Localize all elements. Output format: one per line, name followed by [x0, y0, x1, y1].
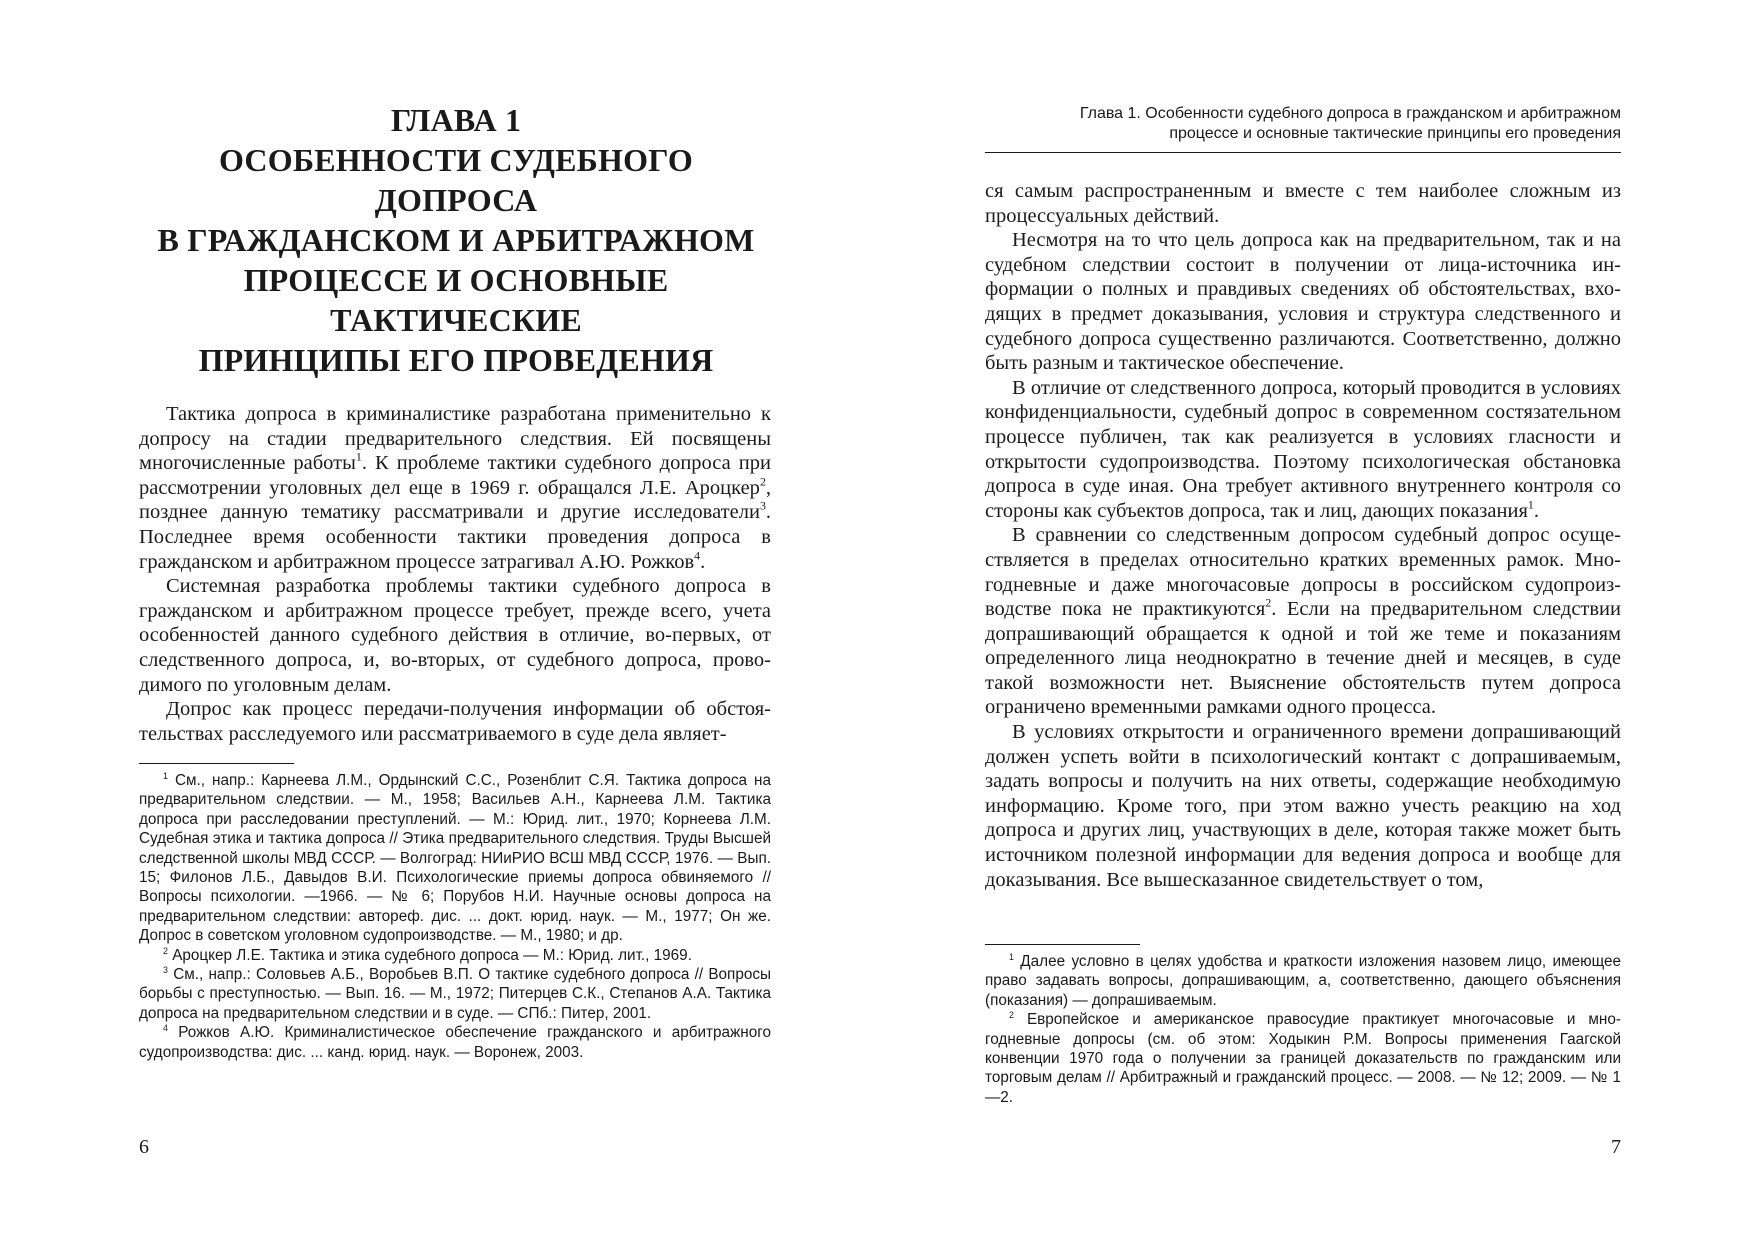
footnote: $^1$ Далее условно в целях удобства и краткости изложения назовем лицо, имеющее право задавать вопросы, допрашивающим, а, соответственно, дающего объяснения (показания) — допрашиваемым.	[985, 951, 1622, 1009]
paragraph: Тактика допроса в криминалистике разработана применительно к допросу на стадии предварительного следствия. Ей посвящены многочисленные работы$^1$. К проблеме тактики судебного допроса при рассмотрении уголовных дел еще в 1969 г. обращался Л.Е. Арoцкер$^2$, позднее данную тематику рассматривали и другие исследователи$^3$. Последнее время особенности тактики проведения допроса в гражданском и арбитражном процессе затрагивал А.Ю. Рожков$^4$.	[139, 403, 771, 573]
footnote-ref[interactable]: 2	[1265, 595, 1272, 610]
page-number: 6	[139, 1136, 149, 1158]
paragraph: Допрос как процесс передачи-получения информации об обстоятельствах расследуемого или рассматриваемого в суде дела являет-	[139, 698, 771, 745]
left-footnotes	[139, 771, 771, 1062]
paragraph: В сравнении со следственным допросом судебный допрос осуществляется в пределах относительно кратких временных рамок. Многодневные и даже многочасовые допросы в российском судопроизводстве пока не практикуются$^2$. Если на предварительном следствии допрашивающий обращается к одной и той же теме и показаниям определенного лица неоднократно в течение дней и месяцев, в суде такой возможности нет. Выяснение обстоятельств путем допроса ограничено временными рамками одного процесса.	[985, 524, 1621, 719]
footnote: $^2$ Арoцкер Л.Е. Тактика и этика судебного допроса — М.: Юрид. лит., 1969.	[163, 945, 692, 964]
footnote-number: 2	[163, 945, 168, 956]
footnote: $^2$ Европейское и американское правосудие практикует многочасовые и многодневные допросы (см. об этом: Ходыкин Р.М. Вопросы применения Гаагской конвенции 1970 года о получении за границей доказательств по гражданским или торговым делам // Арбитражный и гражданский процесс. — 2008. — № 12; 2009. — № 1—2.	[985, 1010, 1621, 1106]
footnote-number: 3	[163, 964, 168, 975]
footnote-divider	[139, 763, 294, 764]
paragraph: В отличие от следственного допроса, который проводится в условиях конфиденциальности, судебный допрос в современном состязательном процессе публичен, так как реализуется в условиях гласности и открытости судопроизводства. Поэтому психологическая обстановка допроса в суде иная. Она требует активного внутреннего контроля со стороны как субъектов допроса, так и лиц, дающих показания$^1$.	[985, 376, 1621, 522]
right-page	[877, 0, 1755, 1241]
chapter-title-line: В ГРАЖДАНСКОМ И АРБИТРАЖНОМ	[157, 222, 755, 258]
footnote-ref[interactable]: 3	[759, 499, 766, 514]
right-footnotes	[985, 952, 1621, 1107]
footnote-ref[interactable]: 1	[1527, 497, 1534, 512]
running-head-line: процессе и основные тактические принципы его проведения	[1169, 125, 1621, 142]
chapter-title	[140, 100, 772, 380]
footnote: $^3$ См., напр.: Соловьев А.Б., Воробьев В.П. О тактике судебного допроса // Вопросы борьбы с преступностью. — Вып. 16. — М., 1972; Питерцев С.К., Степанов А.А. Тактика допроса на предварительном следствии и в суде. — СПб.: Питер, 2001.	[139, 964, 772, 1022]
paragraph: В условиях открытости и ограниченного времени допрашивающий должен успеть войти в психологический контакт с допрашиваемым, задать вопросы и получить на них ответы, содержащие необходимую информацию. Кроме того, при этом важно учесть реакцию на ход допроса и других лиц, участвующих в деле, которая также может быть источником полезной информации для ведения допроса и вообще для доказывания. Все вышесказанное свидетельствует о том,	[985, 721, 1621, 891]
running-head-line: Глава 1. Особенности судебного допроса в гражданском и арбитражном	[1079, 105, 1621, 122]
right-body-text	[985, 179, 1621, 892]
chapter-title-line: ОСОБЕННОСТИ СУДЕБНОГО ДОПРОСА	[218, 142, 694, 218]
footnote-divider	[985, 944, 1140, 945]
footnote-number: 1	[1009, 951, 1014, 962]
footnote-number: 4	[163, 1023, 168, 1034]
paragraph: Системная разработка проблемы тактики судебного допроса в гражданском и арбитражном процессе требует, прежде всего, учета особенностей данного судебного действия в отличие, во-первых, от следственного допроса, и, во-вторых, от судебного допроса, проводимого по уголовным делам.	[139, 575, 771, 696]
chapter-title-line: ГЛАВА 1	[390, 102, 522, 138]
page-number: 7	[1611, 1136, 1621, 1158]
chapter-title-line: ПРОЦЕССЕ И ОСНОВНЫЕ ТАКТИЧЕСКИЕ	[243, 262, 669, 338]
left-body-text	[139, 402, 771, 746]
footnote-ref[interactable]: 2	[759, 474, 766, 489]
footnote: $^4$ Рожков А.Ю. Криминалистическое обеспечение гражданского и арбитражного судопроизводства: дис. ... канд. юрид. наук. — Воронеж, 2003.	[139, 1023, 771, 1061]
running-head	[985, 104, 1621, 144]
chapter-title-line: ПРИНЦИПЫ ЕГО ПРОВЕДЕНИЯ	[198, 342, 714, 378]
left-page	[0, 0, 877, 1241]
footnote-number: 2	[1009, 1010, 1014, 1021]
running-head-rule	[985, 152, 1621, 153]
footnote: $^1$ См., напр.: Карнеева Л.М., Ордынский С.С., Розенблит С.Я. Тактика допроса на предварительном следствии. — М., 1958; Васильев А.Н., Карнеева Л.М. Тактика допроса при расследовании преступлений. — М.: Юрид. лит., 1970; Корнеева Л.М. Судебная этика и тактика допроса // Этика предварительного следствия. Труды Высшей следственной школы МВД СССР. — Волгоград: НИиРИО ВСШ МВД СССР, 1976. — Вып. 15; Филонов Л.Б., Давыдов В.И. Психологические приемы допроса обвиняемого // Вопросы психологии. —1966. — № 6; Порубов Н.И. Научные основы допроса на предварительном следствии: автореф. дис. ... докт. юрид. наук. — М., 1977; Он же. Допрос в советском уголовном судопроизводстве. — М., 1980; и др.	[139, 770, 772, 945]
footnote-ref[interactable]: 1	[355, 449, 362, 464]
footnote-ref[interactable]: 4	[694, 548, 701, 563]
footnote-number: 1	[163, 770, 168, 781]
paragraph: Несмотря на то что цель допроса как на предварительном, так и на судебном следствии состоит в получении от лица-источника информации о полных и правдивых сведениях об обстоятельствах, входящих в предмет доказывания, условия и структура следственного и судебного допроса существенно различаются. Соответственно, должно быть разным и тактическое обеспечение.	[985, 229, 1621, 375]
paragraph: ся самым распространенным и вместе с тем наиболее сложным из процессуальных действий.	[985, 180, 1621, 227]
